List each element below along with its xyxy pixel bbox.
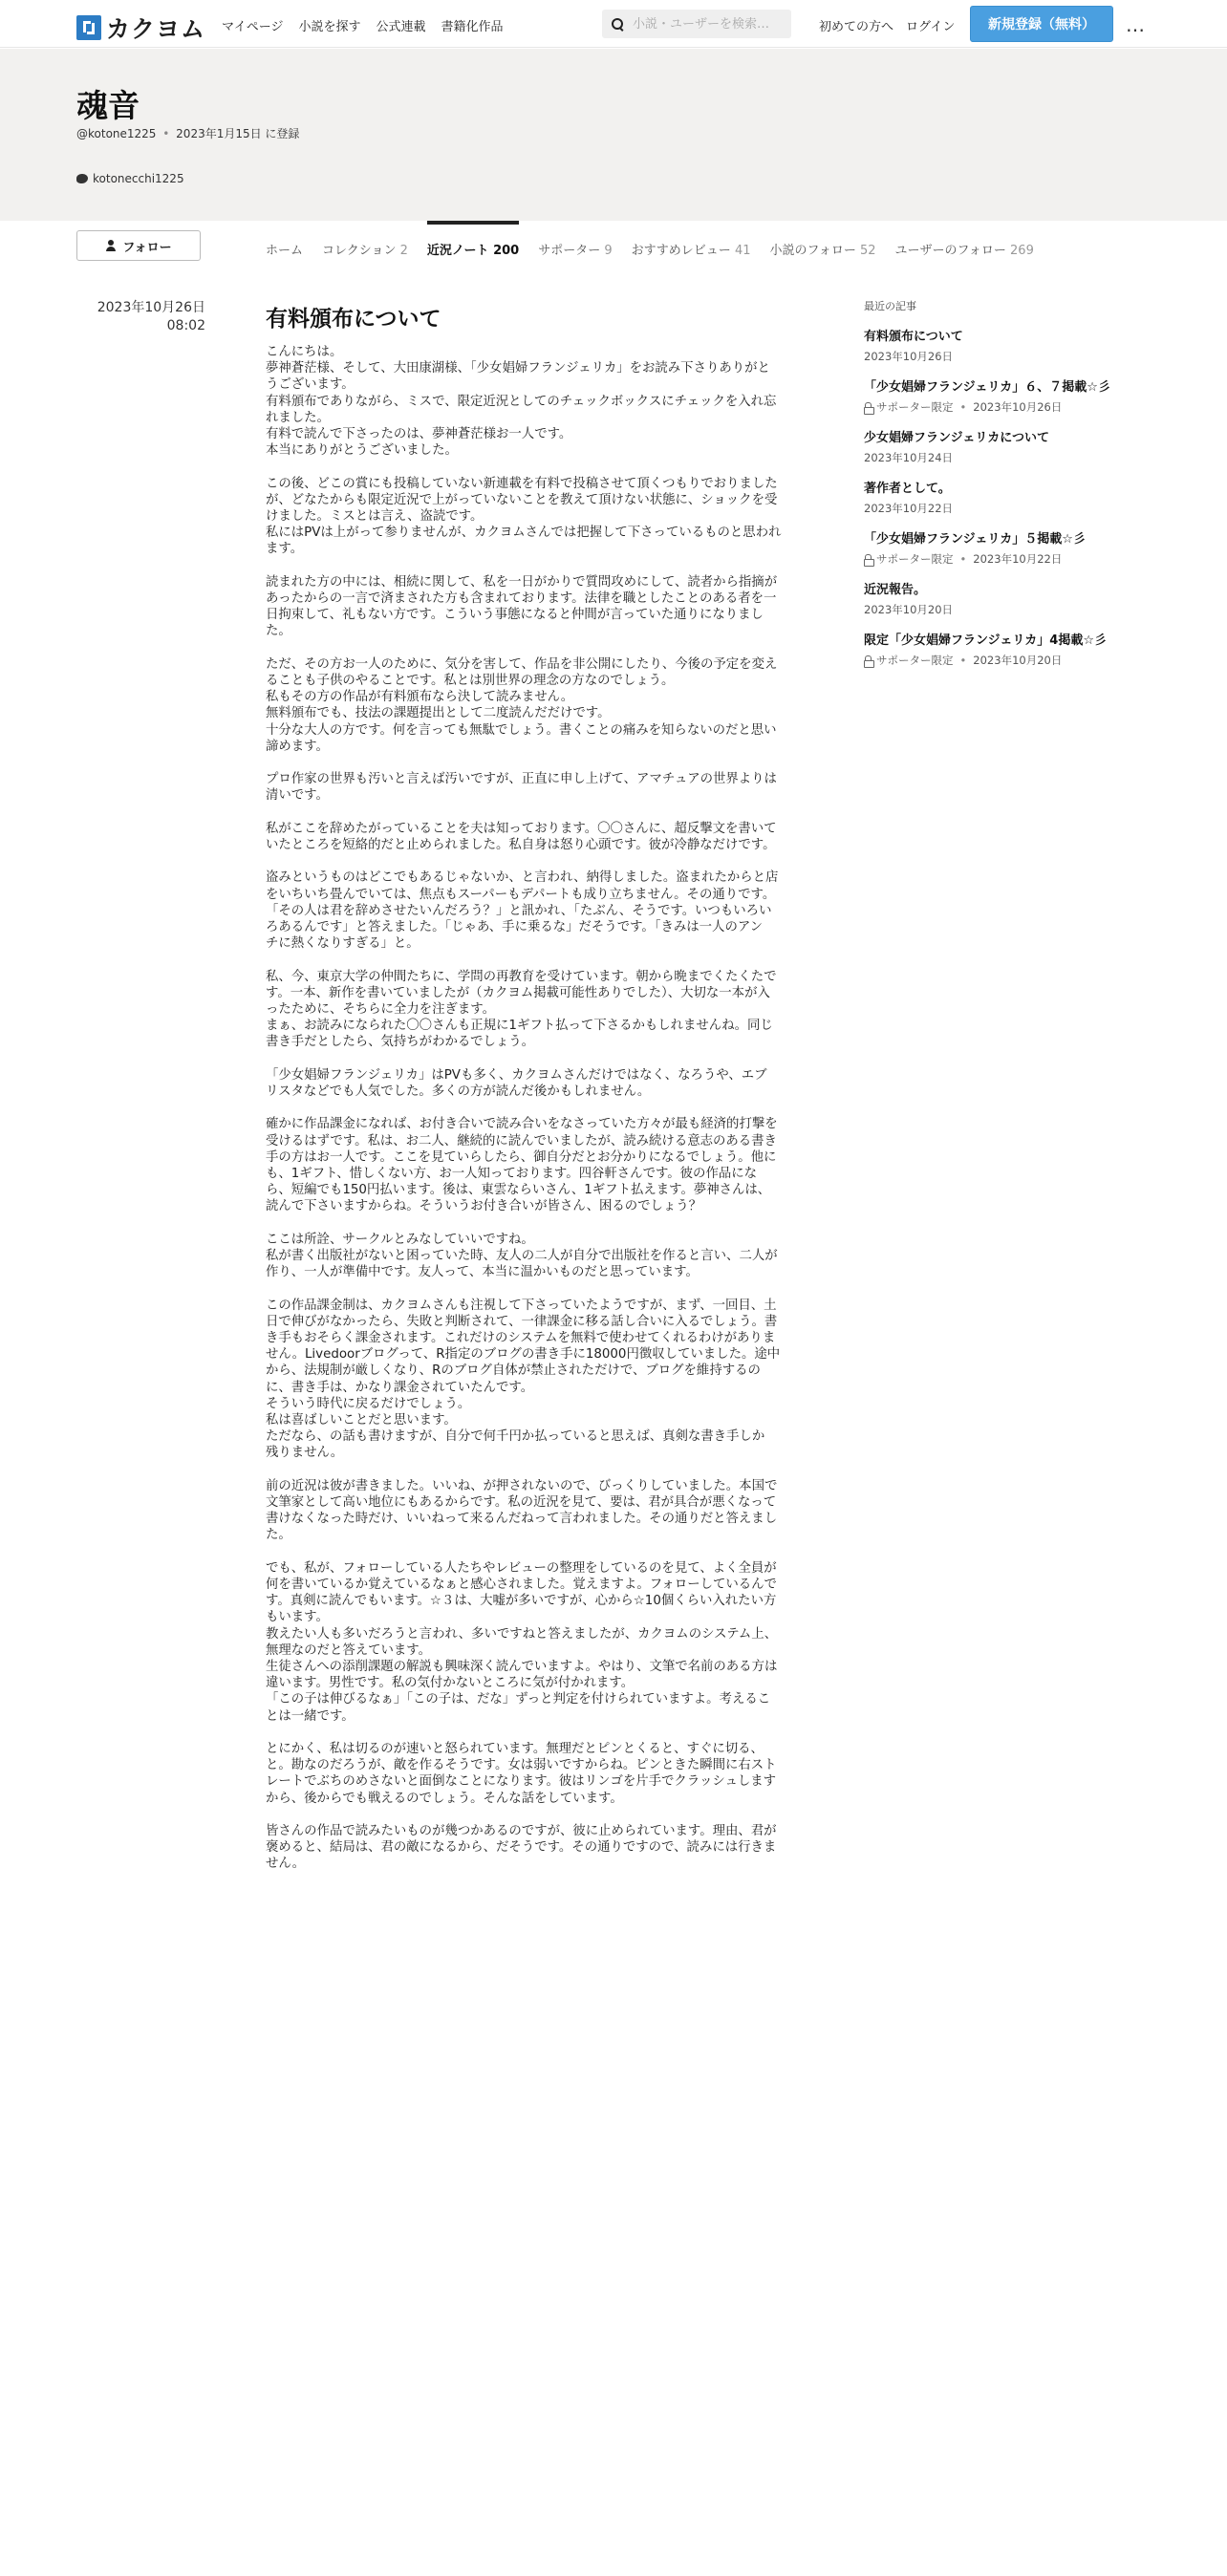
article-line: と。勘なのだろうが、敵を作るそうです。女は弱いですからね。ピンときた瞬間に右スト — [266, 1758, 777, 1773]
article-line: ら、短編でも150円払います。後は、東雲ならいさん、1ギフト払えます。夢神さんは、 — [266, 1183, 771, 1198]
recent-article-item[interactable] — [864, 430, 1151, 465]
lock-icon — [864, 655, 872, 666]
article-line: 有料で読んで下さったのは、夢神蒼茫様お一人です。 — [266, 427, 572, 442]
profile-tabs — [266, 221, 1034, 274]
supporter-only-label: サポーター限定 — [876, 400, 954, 414]
article-line: 清いです。 — [266, 788, 329, 804]
article-line: 文筆家として高い地位にもあるからです。私の近況を見て、要は、君が具合が悪くなって — [266, 1495, 777, 1511]
article-body — [266, 344, 801, 1889]
profile-banner — [0, 49, 1227, 221]
article-line: ただなら、の話も書けますが、自分で何千円か払っていると思えば、真剣な書き手しか — [266, 1429, 765, 1445]
article-line: 書き手だとしたら、気持ちがわかるでしょう。 — [266, 1035, 535, 1050]
article-paragraph — [266, 1478, 801, 1544]
article-line: チに熱くなりすぎる」と。 — [266, 936, 420, 952]
article-line: 褒めると、結局は、君の敵になるから、だそうです。その通りですので、読みには行きま — [266, 1840, 777, 1856]
tab-collections[interactable] — [322, 221, 408, 274]
article-line: いたところを短絡的だと止められました。私自身は怒り心頭です。彼が冷静なだけです。 — [266, 838, 776, 853]
recent-article-date: 2023年10月22日 — [973, 552, 1063, 566]
article-line: とにかく、私は切るのが速いと怒られています。無理だとピンとくると、すぐに切る、 — [266, 1742, 764, 1757]
tab-count: 269 — [1010, 244, 1034, 258]
more-menu-icon[interactable]: … — [1126, 13, 1146, 36]
article-line: この後、どこの賞にも投稿していない新連載を有料で投稿させて頂くつもりでおりました — [266, 476, 778, 491]
article-line: せん。Livedoorブログって、R指定のブログの書き手に18000円徴収していました。途中 — [266, 1347, 781, 1363]
logo-mark-icon — [76, 15, 101, 40]
article-paragraph — [266, 969, 801, 1051]
recent-article-item[interactable] — [864, 582, 1151, 617]
recent-article-date: 2023年10月24日 — [864, 451, 954, 464]
recent-article-meta — [864, 551, 1151, 567]
tab-count: 200 — [493, 244, 520, 258]
recent-article-meta — [864, 399, 1151, 415]
article-line: 書けなくなった時だけ、いいねって来るんだねって言われました。その通りだと答えまし — [266, 1512, 778, 1527]
article-line: けました。ミスとは言え、盗読です。 — [266, 509, 484, 525]
article-line: をいちいち畳んでいては、焦点もスーパーもデパートも成り立ちません。その通りです。 — [266, 887, 776, 902]
recent-article-title[interactable]: 限定「少女娼婦フランジェリカ」4掲載☆彡 — [864, 633, 1107, 648]
article-line: ここは所詮、サークルとみなしていいですね。 — [266, 1232, 534, 1247]
tab-count: 41 — [734, 244, 751, 258]
article-line: す。真剣に読んでもいます。☆３は、大嘘が多いですが、心から☆10個くらい入れたい方 — [266, 1594, 777, 1609]
article-date-day: 2023年10月26日 — [97, 300, 205, 315]
nav-official-series[interactable]: 公式連載 — [376, 20, 426, 34]
nav-published-works[interactable]: 書籍化作品 — [441, 20, 504, 34]
article-line: 私が書く出版社がないと困っていた時、友人の二人が自分で出版社を作ると言い、二人が — [266, 1249, 778, 1264]
article-line: レートでぶちのめさないと面倒なことになります。彼はリンゴを片手でクラッシュします — [266, 1774, 777, 1790]
article-line: まぁ、お読みになられた〇〇さんも正規に1ギフト払って下さるかもしれませんね。同じ — [266, 1019, 773, 1034]
article-line: とは一緒です。 — [266, 1708, 355, 1724]
article-line: でも、私が、フォローしている人たちやレビューの整理をしているのを見て、よく全員が — [266, 1560, 777, 1576]
article-paragraph — [266, 1067, 801, 1100]
search-input[interactable] — [633, 17, 786, 32]
tab-label: サポーター — [538, 244, 601, 258]
article-line: 諦めます。 — [266, 739, 329, 754]
article-line: 私がここを辞めたがっていることを夫は知っております。〇〇さんに、超反撃文を書いて — [266, 821, 777, 836]
article-paragraph — [266, 1741, 801, 1807]
twitter-handle: kotonecchi1225 — [93, 172, 184, 185]
user-info — [76, 125, 299, 141]
article-line: せん。 — [266, 1857, 305, 1872]
recent-article-item[interactable] — [864, 379, 1151, 415]
article-line: そういう時代に戻るだけでしょう。 — [266, 1396, 471, 1411]
article-line: もいます。 — [266, 1610, 329, 1625]
article-paragraph — [266, 869, 801, 952]
user-handle: @kotone1225 — [76, 127, 157, 140]
tab-count: 9 — [604, 244, 613, 258]
main-nav — [222, 16, 504, 34]
nav-find-novels[interactable]: 小説を探す — [298, 20, 361, 34]
article-line: れました。 — [266, 410, 330, 425]
article-paragraph — [266, 1232, 801, 1281]
article-line: き手もおそらく課金されます。これだけのシステムを無料で使わせてくれるわけがありま — [266, 1331, 776, 1346]
recent-article-meta — [864, 501, 1151, 516]
follow-button-label: フォロー — [122, 240, 172, 255]
article-line: 日で伸びがなかったら、失敗と判断されて、一律課金に移る話し合いに入るでしょう。書 — [266, 1314, 778, 1329]
article-line: こんにちは。 — [266, 345, 343, 359]
tab-label: おすすめレビュー — [631, 244, 731, 258]
registered-date: 2023年1月15日 に登録 — [176, 127, 300, 140]
article-line: 生徒さんへの添削課題の解説も興味深く読んでいますよ。やはり、文筆で名前のある方は — [266, 1660, 778, 1675]
article-paragraph — [266, 476, 801, 558]
article-line: 本当にありがとうございました。 — [266, 443, 458, 459]
article-line: に、書き手は、かなり課金されていたんです。 — [266, 1380, 534, 1395]
article-line: 「その人は君を辞めさせたいんだろう？」と訊かれ、「たぶん、そうです。いつもいろい — [266, 903, 772, 918]
recent-article-title[interactable]: 著作者として。 — [864, 482, 951, 496]
tab-label: 小説のフォロー — [769, 244, 856, 258]
recent-article-title[interactable]: 少女娼婦フランジェリカについて — [864, 431, 1050, 445]
article-paragraph — [266, 771, 801, 804]
recent-article-date: 2023年10月20日 — [973, 654, 1063, 667]
article-line: ることも子供のやることです。私とは別世界の理念の方なのでしょう。 — [266, 674, 675, 689]
recent-article-meta — [864, 450, 1151, 465]
article-paragraph — [266, 1298, 801, 1462]
article-line: 違います。男性です。私の気付かないところに気が付かれます。 — [266, 1676, 635, 1691]
article-line: 教えたい人も多いだろうと言われ、多いですねと答えましたが、カクヨムのシステム上、 — [266, 1626, 778, 1642]
article-line: 無理なのだと答えています。 — [266, 1642, 432, 1658]
site-logo[interactable] — [76, 11, 205, 45]
article-line: うございます。 — [266, 377, 355, 393]
article-line: も、1ギフト、惜しくない方、お一人知っております。四谷軒さんです。彼の作品にな — [266, 1167, 758, 1182]
separator-dot: • — [162, 127, 170, 140]
recent-article-date: 2023年10月26日 — [973, 400, 1063, 414]
article-line: が、どなたからも限定近況で上がっていないことを教えて頂けない状態に、ショックを受 — [266, 492, 778, 507]
twitter-link[interactable] — [76, 172, 184, 185]
supporter-only-label: サポーター限定 — [876, 654, 954, 667]
recent-article-item[interactable] — [864, 633, 1151, 668]
recent-article-title[interactable]: 近況報告。 — [864, 583, 927, 597]
tab-home[interactable] — [266, 221, 303, 274]
article-title: 有料頒布について — [266, 307, 441, 332]
tab-label: コレクション — [322, 244, 397, 258]
signup-button[interactable]: 新規登録（無料） — [970, 6, 1113, 42]
tab-label: ユーザーのフォロー — [894, 244, 1006, 258]
article-line: 日拘束して、礼もない方です。こういう事態になると仲間が言っていた通りになりまし — [266, 608, 764, 623]
article-line: た。 — [266, 624, 291, 639]
article-line: から、後からでも戦えるのでしょう。そんな話をしています。 — [266, 1791, 623, 1806]
recent-articles-list — [864, 329, 1151, 668]
article-paragraph — [266, 1823, 801, 1873]
article-line: 残りません。 — [266, 1446, 344, 1461]
article-line: 前の近況は彼が書きました。いいね、が押されないので、びっくりしていました。本国で — [266, 1478, 778, 1493]
add-person-icon — [105, 240, 117, 251]
article-line: 皆さんの作品で読みたいものが幾つかあるのですが、彼に止められています。理由、君が — [266, 1824, 777, 1839]
article-line: ろあるんです」と答えました。「じゃあ、手に乗るな」だそうです。「きみは一人のアン — [266, 920, 764, 935]
guide-link[interactable]: 初めての方へ — [819, 20, 894, 34]
article-paragraph — [266, 821, 801, 853]
recent-article-title[interactable]: 有料頒布について — [864, 330, 963, 344]
article-paragraph — [266, 344, 801, 459]
search-box[interactable] — [602, 10, 791, 38]
article-line: この作品課金制は、カクヨムさんも注視して下さっていたようですが、まず、一回目、土 — [266, 1298, 777, 1313]
article-line: 「この子は伸びるなぁ」「この子は、だな」ずっと判定を付けられていますよ。考えるこ — [266, 1692, 771, 1707]
lock-icon — [864, 402, 872, 413]
article-line: 盗みというものはどこでもあるじゃないか、と言われ、納得しました。盗まれたからと店 — [266, 870, 779, 886]
tab-label: ホーム — [266, 244, 304, 258]
article-line: 作り、一人が準備中です。友人って、本当に温かいものだと思っています。 — [266, 1265, 699, 1280]
article-line: プロ作家の世界も汚いと言えば汚いですが、正直に申し上げて、アマチュアの世界よりは — [266, 772, 777, 787]
sidebar-heading: 最近の記事 — [864, 300, 916, 312]
article-line: 十分な大人の方です。何を言っても無駄でしょう。書くことの痛みを知らないのだと思い — [266, 722, 777, 738]
recent-article-title[interactable]: 「少女娼婦フランジェリカ」５掲載☆彡 — [864, 532, 1086, 547]
recent-article-meta — [864, 653, 1151, 668]
recent-article-date: 2023年10月26日 — [864, 350, 954, 363]
separator-dot: • — [959, 654, 967, 667]
article-line: から、法規制が厳しくなり、Rのブログ自体が禁止されただけで、ブログを維持するの — [266, 1363, 761, 1379]
article-line: 読んで下さいますからね。そういうお付き合いが皆さん、困るのでしょう？ — [266, 1199, 702, 1214]
tab-novel-follows[interactable] — [769, 221, 875, 274]
separator-dot: • — [959, 400, 967, 414]
follow-button[interactable] — [76, 230, 201, 261]
article-line: 私もその方の作品が有料頒布なら決して読みません。 — [266, 690, 574, 705]
article-line: 何を書いているか覚えているなぁと感心されました。覚えますよ。フォローしているんで — [266, 1578, 777, 1593]
article-paragraph — [266, 574, 801, 640]
tab-recommended-reviews[interactable] — [632, 221, 751, 274]
supporter-only-label: サポーター限定 — [876, 552, 954, 566]
article-line: あったからの一言で済まされた方も含まれております。法律を職としたことのある者を一 — [266, 591, 777, 607]
article-paragraph — [266, 1560, 801, 1725]
recent-article-date: 2023年10月22日 — [864, 502, 954, 515]
article-line: 受けるはずです。私は、お二人、継続的に読んでいましたが、読み続ける意志のある書き — [266, 1133, 777, 1148]
tab-count: 2 — [399, 244, 408, 258]
lock-icon — [864, 554, 872, 565]
logo-text: カクヨム — [106, 15, 206, 43]
recent-article-meta — [864, 602, 1151, 617]
tab-news-notes[interactable] — [427, 221, 519, 274]
twitter-icon — [76, 174, 88, 183]
article-line: 私は喜ばしいことだと思います。 — [266, 1413, 457, 1428]
article-date-time: 08:02 — [166, 318, 205, 333]
article-line: ます。 — [266, 542, 304, 557]
article-line: 有料頒布でありながら、ミスで、限定近況としてのチェックボックスにチェックを入れ忘 — [266, 394, 777, 409]
article-paragraph — [266, 656, 801, 755]
tab-count: 52 — [859, 244, 876, 258]
tab-supporters[interactable] — [538, 221, 612, 274]
recent-articles-sidebar — [864, 298, 1151, 683]
login-link[interactable]: ログイン — [906, 20, 956, 34]
article-line: す。一本、新作を書いていましたが（カクヨム掲載可能性ありでした）、大切な一本が入 — [266, 985, 770, 1000]
recent-article-item[interactable] — [864, 329, 1151, 364]
article-line: リスタなどでも人気でした。多くの方が読んだ後かもしれません。 — [266, 1084, 651, 1100]
article-date — [76, 299, 205, 335]
article-line: ただ、その方お一人のために、気分を害して、作品を非公開にしたり、今後の予定を変え — [266, 656, 778, 672]
tab-label: 近況ノート — [426, 244, 489, 258]
top-header — [0, 0, 1227, 48]
article-line: 私にはPVは上がって参りませんが、カクヨムさんでは把握して下さっているものと思われ — [266, 526, 782, 541]
search-icon[interactable] — [612, 18, 623, 30]
article-line: た。 — [266, 1528, 291, 1543]
nav-mypage[interactable]: マイページ — [222, 20, 284, 34]
article-line: 確かに作品課金になれば、お付き合いで読み合いをなさっていた方々が最も経済的打撃を — [266, 1117, 778, 1132]
article-paragraph — [266, 1116, 801, 1214]
user-name[interactable]: 魂音 — [76, 87, 140, 124]
article-line: ったために、そちらに全力を注ぎます。 — [266, 1002, 495, 1018]
article-line: 手の方はお一人です。ここを見ていらしたら、御自分だとお分かりになるでしょう。他に — [266, 1149, 777, 1165]
article-line: 無料頒布でも、技法の課題提出として二度読んだだけです。 — [266, 706, 611, 721]
article-line: 読まれた方の中には、相続に関して、私を一日がかりで質問攻めにして、読者から指摘が — [266, 574, 778, 590]
recent-article-title[interactable]: 「少女娼婦フランジェリカ」６、７掲載☆彡 — [864, 380, 1110, 395]
separator-dot: • — [959, 552, 967, 566]
article-line: 夢神蒼茫様、そして、大田康湖様、「少女娼婦フランジェリカ」をお読み下さりありがと — [266, 361, 770, 376]
recent-article-date: 2023年10月20日 — [864, 603, 954, 616]
article-line: 私、今、東京大学の仲間たちに、学問の再教育を受けています。朝から晩までくたくたで — [266, 969, 777, 984]
recent-article-item[interactable] — [864, 531, 1151, 567]
article-line: 「少女娼婦フランジェリカ」はPVも多く、カクヨムさんだけではなく、なろうや、エブ — [266, 1067, 767, 1083]
recent-article-meta — [864, 349, 1151, 364]
tab-user-follows[interactable] — [895, 221, 1034, 274]
recent-article-item[interactable] — [864, 481, 1151, 516]
